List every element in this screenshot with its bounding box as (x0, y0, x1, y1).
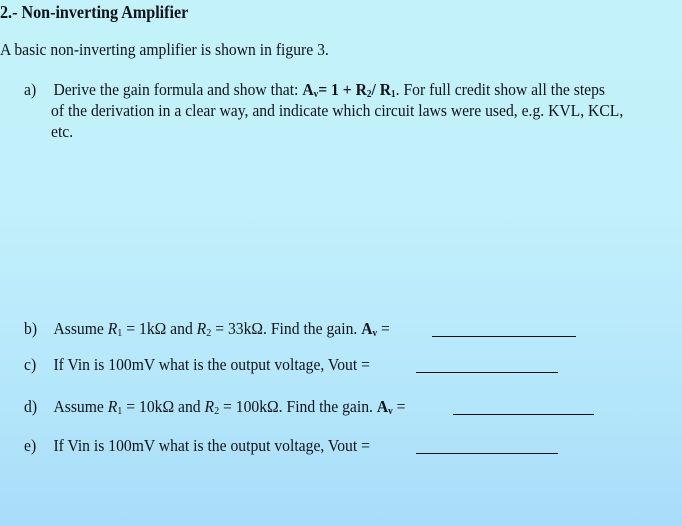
question-a-line1: a) Derive the gain formula and show that: Av= 1 + R2/ R1. For full credit show all the steps (24, 80, 606, 100)
answer-d-blank[interactable] (453, 414, 594, 415)
question-d: d) Assume R1 = 10kΩ and R2 = 100kΩ. Find the gain. Av = (24, 397, 406, 417)
question-a-line2: of the derivation in a clear way, and indicate which circuit laws were used, e.g. KVL, KCL, (51, 101, 624, 120)
answer-c-blank[interactable] (416, 372, 558, 373)
question-c: c) If Vin is 100mV what is the output voltage, Vout = (24, 355, 370, 374)
question-a-label: a) (24, 80, 37, 99)
question-b: b) Assume R1 = 1kΩ and R2 = 33kΩ. Find the gain. Av = (24, 319, 390, 339)
question-e: e) If Vin is 100mV what is the output voltage, Vout = (24, 436, 370, 455)
section-heading: 2.- Non-inverting Amplifier (0, 2, 189, 22)
gain-formula: Av= 1 + R2/ R1 (302, 80, 396, 100)
answer-e-blank[interactable] (416, 453, 558, 454)
answer-b-blank[interactable] (432, 336, 576, 337)
intro-text: A basic non-inverting amplifier is shown in figure 3. (0, 40, 329, 59)
question-a-line3: etc. (51, 122, 74, 141)
